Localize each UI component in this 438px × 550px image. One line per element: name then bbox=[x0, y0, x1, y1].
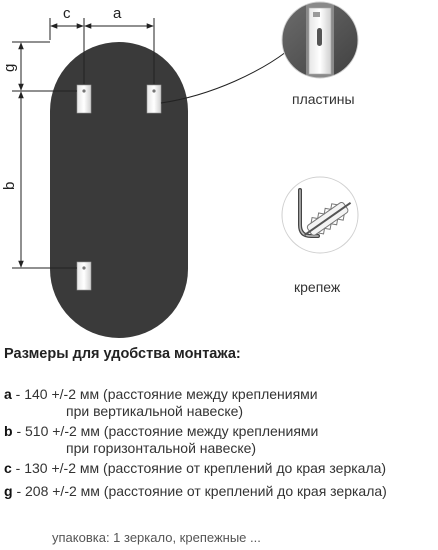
mounting-plate-bottom-left bbox=[77, 262, 91, 290]
spec-c-key: c bbox=[4, 460, 12, 476]
fasteners-detail-circle bbox=[282, 177, 358, 253]
mounting-plate-top-right bbox=[147, 85, 161, 113]
spec-b-continuation: при горизонтальной навеске) bbox=[66, 440, 257, 456]
spec-a-text: - 140 +/-2 мм (расстояние между креплениями bbox=[11, 386, 318, 402]
spec-b-text: - 510 +/-2 мм (расстояние между креплениями bbox=[12, 423, 319, 439]
fasteners-label: крепеж bbox=[294, 279, 341, 295]
plate-detail-circle bbox=[278, 0, 368, 82]
plates-label: пластины bbox=[292, 91, 355, 107]
spec-a-key: a bbox=[4, 386, 12, 402]
dimension-c-letter: c bbox=[63, 5, 71, 22]
oval-mirror bbox=[50, 42, 188, 338]
section-heading: Размеры для удобства монтажа: bbox=[4, 346, 241, 362]
spec-g-text: - 208 +/-2 мм (расстояние от креплений до края зеркала) bbox=[12, 483, 387, 499]
spec-g-key: g bbox=[4, 483, 13, 499]
spec-a bbox=[4, 386, 318, 420]
package-footnote: упаковка: 1 зеркало, крепежные ... bbox=[52, 530, 261, 545]
spec-a-continuation: при вертикальной навеске) bbox=[66, 403, 244, 419]
dimension-g-letter: g bbox=[1, 63, 18, 72]
dimension-b-letter: b bbox=[1, 181, 18, 190]
spec-c-text: - 130 +/-2 мм (расстояние от креплений до края зеркала) bbox=[11, 460, 387, 476]
mounting-plate-top-left bbox=[77, 85, 91, 113]
dimension-a-letter: a bbox=[113, 5, 122, 22]
spec-b-key: b bbox=[4, 423, 13, 439]
spec-b bbox=[4, 423, 318, 457]
spec-c bbox=[4, 460, 386, 477]
spec-g bbox=[4, 483, 387, 500]
